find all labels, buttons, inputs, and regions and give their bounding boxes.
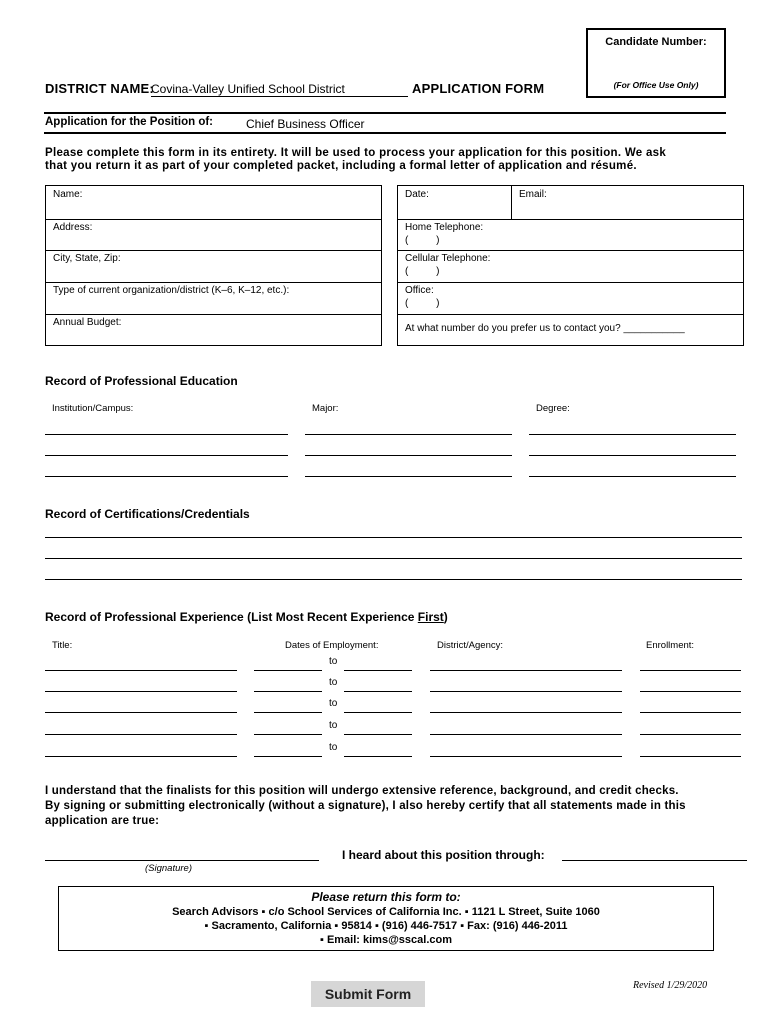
experience-district-line[interactable] bbox=[430, 756, 622, 757]
experience-start-line[interactable] bbox=[254, 756, 322, 757]
enrollment-column-header: Enrollment: bbox=[646, 640, 695, 651]
to-label: to bbox=[329, 720, 338, 731]
experience-enrollment-line[interactable] bbox=[640, 670, 741, 671]
to-label: to bbox=[329, 677, 338, 688]
experience-title-line[interactable] bbox=[45, 712, 237, 713]
experience-title-suffix: ) bbox=[443, 610, 448, 624]
annual-budget-field[interactable]: Annual Budget: bbox=[53, 317, 122, 328]
experience-district-line[interactable] bbox=[430, 691, 622, 692]
experience-title bbox=[45, 610, 448, 624]
revised-date: Revised 1/29/2020 bbox=[633, 980, 708, 991]
return-title: Please return this form to: bbox=[311, 890, 461, 904]
home-telephone-paren: ( ) bbox=[405, 235, 440, 246]
experience-end-line[interactable] bbox=[344, 691, 412, 692]
return-line-1: Search Advisors ▪ c/o School Services of California Inc. ▪ 1121 L Street, Suite 1060 bbox=[172, 906, 600, 918]
experience-start-line[interactable] bbox=[254, 734, 322, 735]
to-label: to bbox=[329, 698, 338, 709]
to-label: to bbox=[329, 742, 338, 753]
return-line-3: ▪ Email: kims@sscal.com bbox=[319, 934, 453, 946]
education-line[interactable] bbox=[529, 476, 736, 477]
education-line[interactable] bbox=[45, 476, 288, 477]
education-title: Record of Professional Education bbox=[45, 374, 238, 388]
candidate-number-box bbox=[586, 28, 726, 98]
experience-title-line[interactable] bbox=[45, 734, 237, 735]
experience-enrollment-line[interactable] bbox=[640, 691, 741, 692]
district-name-label: DISTRICT NAME: bbox=[45, 81, 154, 96]
certify-line-3: application are true: bbox=[45, 815, 160, 827]
experience-title-line[interactable] bbox=[45, 756, 237, 757]
return-info-box bbox=[58, 886, 714, 951]
district-name-value[interactable]: Covina-Valley Unified School District bbox=[151, 82, 345, 96]
experience-title-line[interactable] bbox=[45, 691, 237, 692]
experience-enrollment-line[interactable] bbox=[640, 734, 741, 735]
cellular-telephone-paren: ( ) bbox=[405, 266, 440, 277]
to-label: to bbox=[329, 656, 338, 667]
name-field[interactable]: Name: bbox=[53, 189, 83, 200]
degree-column-header: Degree: bbox=[536, 403, 570, 414]
district-agency-column-header: District/Agency: bbox=[437, 640, 503, 651]
home-telephone-field[interactable]: Home Telephone: bbox=[405, 222, 484, 233]
certification-line[interactable] bbox=[45, 537, 742, 538]
office-telephone-paren: ( ) bbox=[405, 298, 440, 309]
experience-start-line[interactable] bbox=[254, 670, 322, 671]
candidate-number-label: Candidate Number: bbox=[605, 36, 707, 48]
header-rule bbox=[44, 112, 726, 114]
preferred-number-field[interactable]: At what number do you prefer us to contact you? ___________ bbox=[405, 323, 685, 334]
experience-end-line[interactable] bbox=[344, 670, 412, 671]
signature-line[interactable] bbox=[45, 860, 319, 861]
experience-district-line[interactable] bbox=[430, 670, 622, 671]
office-telephone-field[interactable]: Office: bbox=[405, 285, 434, 296]
return-line-2: ▪ Sacramento, California ▪ 95814 ▪ (916) 446-7517 ▪ Fax: (916) 446-2011 bbox=[204, 920, 568, 932]
certify-line-1: I understand that the finalists for this position will undergo extensive reference, background, and credit checks. bbox=[45, 785, 679, 797]
experience-end-line[interactable] bbox=[344, 734, 412, 735]
contact-table-left bbox=[45, 185, 382, 346]
education-line[interactable] bbox=[45, 434, 288, 435]
certification-line[interactable] bbox=[45, 579, 742, 580]
experience-district-line[interactable] bbox=[430, 712, 622, 713]
experience-title-first: First bbox=[417, 610, 444, 624]
organization-type-field[interactable]: Type of current organization/district (K–6, K–12, etc.): bbox=[53, 285, 290, 296]
experience-title-line[interactable] bbox=[45, 670, 237, 671]
district-name-underline bbox=[151, 96, 408, 97]
experience-district-line[interactable] bbox=[430, 734, 622, 735]
instructions-line-2: that you return it as part of your completed packet, including a formal letter of application and résumé. bbox=[45, 160, 637, 172]
position-rule bbox=[44, 132, 726, 134]
experience-enrollment-line[interactable] bbox=[640, 712, 741, 713]
institution-column-header: Institution/Campus: bbox=[52, 403, 134, 414]
dates-column-header: Dates of Employment: bbox=[285, 640, 379, 651]
experience-end-line[interactable] bbox=[344, 756, 412, 757]
instructions-line-1: Please complete this form in its entirety. It will be used to process your application for this position. We ask bbox=[45, 147, 667, 159]
title-column-header: Title: bbox=[52, 640, 73, 651]
position-label: Application for the Position of: bbox=[45, 116, 214, 128]
signature-label: (Signature) bbox=[145, 863, 192, 874]
experience-enrollment-line[interactable] bbox=[640, 756, 741, 757]
education-line[interactable] bbox=[529, 434, 736, 435]
application-form-title: APPLICATION FORM bbox=[412, 81, 545, 96]
position-value[interactable]: Chief Business Officer bbox=[246, 117, 365, 131]
education-line[interactable] bbox=[305, 434, 512, 435]
cellular-telephone-field[interactable]: Cellular Telephone: bbox=[405, 253, 491, 264]
certify-line-2: By signing or submitting electronically (without a signature), I also hereby certify that all statements made in this bbox=[45, 800, 686, 812]
contact-table-right bbox=[397, 185, 744, 346]
experience-start-line[interactable] bbox=[254, 691, 322, 692]
education-line[interactable] bbox=[305, 455, 512, 456]
experience-end-line[interactable] bbox=[344, 712, 412, 713]
education-line[interactable] bbox=[45, 455, 288, 456]
experience-title-prefix: Record of Professional Experience (List Most Recent Experience bbox=[45, 610, 418, 624]
certifications-title: Record of Certifications/Credentials bbox=[45, 507, 250, 521]
experience-start-line[interactable] bbox=[254, 712, 322, 713]
email-field[interactable]: Email: bbox=[519, 189, 547, 200]
education-line[interactable] bbox=[305, 476, 512, 477]
heard-about-label: I heard about this position through: bbox=[342, 848, 545, 862]
certification-line[interactable] bbox=[45, 558, 742, 559]
city-state-zip-field[interactable]: City, State, Zip: bbox=[53, 253, 121, 264]
heard-about-line[interactable] bbox=[562, 860, 747, 861]
major-column-header: Major: bbox=[312, 403, 339, 414]
address-field[interactable]: Address: bbox=[53, 222, 93, 233]
date-field[interactable]: Date: bbox=[405, 189, 429, 200]
submit-form-button[interactable]: Submit Form bbox=[311, 981, 425, 1007]
office-use-note: (For Office Use Only) bbox=[613, 80, 699, 90]
education-line[interactable] bbox=[529, 455, 736, 456]
